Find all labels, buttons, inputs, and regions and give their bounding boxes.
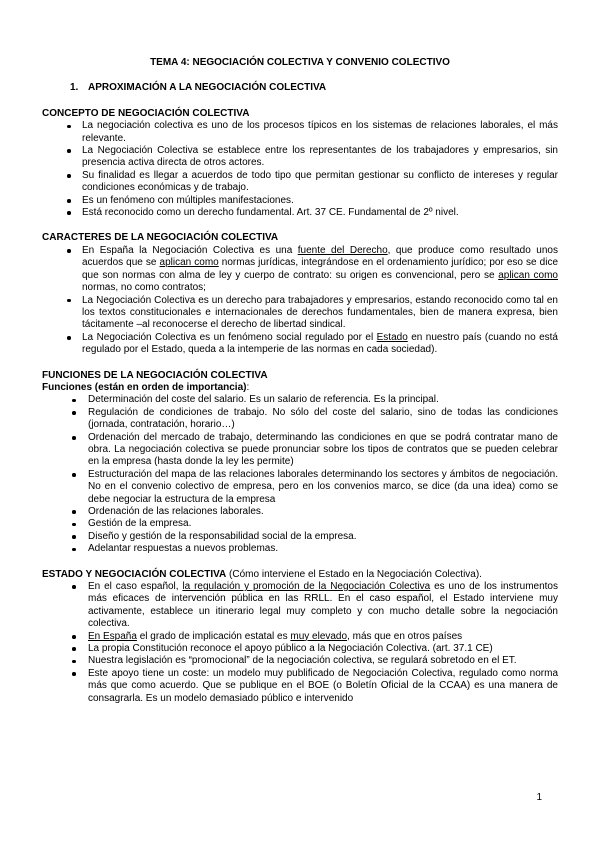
- bullet-text-segment: La propia Constitución reconoce el apoyo público a la Negociación Colectiva. (art. 37.1 CE): [88, 643, 493, 655]
- page-number: 1: [536, 792, 542, 803]
- section-heading-segment: (Cómo interviene el Estado en la Negociación Colectiva).: [226, 568, 482, 580]
- bullet-text-segment: es uno de los instrumentos más eficaces de intervención pública en las RRLL. En el caso español, el Estado interviene muy activamente, establece un itinerario legal muy completo y con mucho detalle sobre la negociación colectiva.: [88, 581, 558, 630]
- bullet-text: [82, 207, 558, 219]
- bullet-list: [42, 245, 558, 357]
- bullet-text: [82, 195, 558, 207]
- bullet-list: [42, 394, 558, 555]
- list-item: [42, 170, 558, 195]
- section-subheading-segment: Funciones (están en orden de importancia): [42, 381, 247, 393]
- bullet-text-segment: La negociación colectiva es uno de los procesos típicos en los sistemas de relaciones laborales, el más relevante.: [82, 120, 558, 144]
- bullet-icon: [72, 506, 88, 518]
- list-item: [42, 207, 558, 219]
- list-item: [42, 655, 558, 667]
- bullet-icon: [72, 394, 88, 406]
- bullet-text: [88, 543, 558, 555]
- section-heading: [42, 108, 558, 120]
- bullet-icon: [67, 120, 82, 145]
- section-heading-segment: ESTADO Y NEGOCIACIÓN COLECTIVA: [42, 568, 227, 580]
- bullet-text-segment: Regulación de condiciones de trabajo. No sólo del coste del salario, sino de todas las condiciones (jornada, contratación, horario…): [88, 406, 558, 431]
- bullet-icon: [72, 469, 88, 506]
- bullet-text: [88, 531, 558, 543]
- bullet-icon: [72, 407, 88, 432]
- list-item: [42, 332, 558, 357]
- bullet-text-segment: Estructuración del mapa de las relaciones laborales determinando los sectores y ámbitos de negociación. No en el convenio colectivo de empresa, pero en los convenios marco, se dice (da una idea) como se debe negociar la estructura de la empresa: [88, 468, 558, 505]
- bullet-text-segment: , más que en otros países: [347, 630, 463, 642]
- list-item: [42, 543, 558, 555]
- bullet-text-segment: la regulación y promoción de la Negociación Colectiva: [182, 581, 431, 593]
- bullet-icon: [67, 295, 82, 332]
- bullet-icon: [67, 332, 82, 357]
- bullet-text-segment: normas jurídicas, integrándose en el ordenamiento jurídico; por eso se dice que son normas con alma de ley y cuerpo de contrato: su origen es convencional, pero se: [82, 257, 559, 281]
- bullet-text-segment: La Negociación Colectiva es un derecho para trabajadores y empresarios, estando reconocido como tal en los textos constitucionales e internacionales de derechos fundamentales, bien de manera expresa, bien tácitamente –al reconocerse el derecho de libertad sindical.: [82, 294, 558, 331]
- bullet-text-segment: aplican como: [159, 257, 219, 269]
- section-heading: [42, 232, 558, 244]
- bullet-icon: [67, 145, 82, 170]
- bullet-text-segment: normas, no como contratos;: [82, 282, 206, 294]
- numbered-heading: [42, 82, 558, 94]
- bullet-text: [82, 295, 558, 332]
- bullet-text-segment: Ordenación del mercado de trabajo, determinando las condiciones en que se podrá contratar mano de obra. La negociación colectiva se puede pronunciar sobre los tipos de contratos que se pueden celebrar en la empresa (hasta donde la ley les permite): [88, 431, 558, 468]
- list-item: [42, 469, 558, 506]
- list-item: [42, 195, 558, 207]
- document-section: [42, 569, 558, 705]
- bullet-text-segment: En España la Negociación Colectiva es una: [82, 244, 298, 256]
- bullet-text-segment: el grado de implicación estatal es: [136, 630, 291, 642]
- bullet-text-segment: Es un fenómeno con múltiples manifestaciones.: [82, 194, 294, 206]
- bullet-text: [82, 245, 558, 295]
- bullet-text: [88, 643, 558, 655]
- bullet-text-segment: Este apoyo tiene un coste: un modelo muy publificado de Negociación Colectiva, regulado como norma más que como acuerdo. Que se publique en el BOE (o Boletín Oficial de la CCAA) es una manera de consagrarla. Es un modelo demasiado público e intervenido: [88, 667, 558, 704]
- list-item: [42, 145, 558, 170]
- document-section: [42, 108, 558, 220]
- document-title: TEMA 4: NEGOCIACIÓN COLECTIVA Y CONVENIO COLECTIVO: [150, 57, 450, 68]
- bullet-icon: [72, 668, 88, 705]
- bullet-text-segment: Adelantar respuestas a nuevos problemas.: [88, 543, 279, 555]
- bullet-icon: [72, 432, 88, 469]
- bullet-text-segment: Determinación del coste del salario. Es un salario de referencia. Es la principal.: [88, 394, 439, 406]
- bullet-text: [82, 145, 558, 170]
- bullet-text-segment: , que produce como resultado unos acuerdos que se: [82, 244, 558, 269]
- bullet-icon: [72, 518, 88, 530]
- section-subheading-segment: :: [246, 381, 250, 393]
- bullet-icon: [72, 581, 88, 631]
- bullet-text: [88, 394, 558, 406]
- bullet-text-segment: Estado: [376, 331, 408, 343]
- bullet-text: [88, 631, 558, 643]
- list-item: [42, 531, 558, 543]
- bullet-text-segment: en nuestro país (cuando no está regulado por el Estado, queda a la intemperie de las normas en cada sociedad).: [82, 331, 558, 356]
- bullet-icon: [72, 531, 88, 543]
- bullet-text: [88, 581, 558, 631]
- sections: [42, 108, 558, 705]
- bullet-text: [82, 332, 558, 357]
- list-item: [42, 506, 558, 518]
- bullet-text-segment: Ordenación de las relaciones laborales.: [88, 506, 264, 517]
- bullet-text: [88, 518, 558, 530]
- bullet-text: [82, 170, 558, 195]
- list-item: [42, 295, 558, 332]
- list-item: [42, 120, 558, 145]
- list-item: [42, 407, 558, 432]
- bullet-text-segment: En el caso español,: [88, 581, 183, 593]
- section-heading: [42, 569, 558, 581]
- list-item: [42, 394, 558, 406]
- bullet-list: [42, 120, 558, 219]
- bullet-icon: [72, 543, 88, 555]
- bullet-text-segment: aplican como: [498, 269, 558, 281]
- document-section: [42, 232, 558, 356]
- bullet-icon: [67, 245, 82, 295]
- bullet-text: [88, 668, 558, 705]
- bullet-icon: [67, 195, 82, 207]
- bullet-text: [88, 655, 558, 667]
- list-item: [42, 668, 558, 705]
- section-heading-segment: CONCEPTO DE NEGOCIACIÓN COLECTIVA: [42, 107, 250, 119]
- list-item: [42, 518, 558, 530]
- bullet-icon: [72, 643, 88, 655]
- bullet-icon: [67, 207, 82, 219]
- bullet-text-segment: Diseño y gestión de la responsabilidad social de la empresa.: [88, 530, 357, 542]
- bullet-text-segment: Gestión de la empresa.: [88, 518, 192, 530]
- bullet-text-segment: Nuestra legislación es “promocional” de la negociación colectiva, se regulará sobretodo en el ET.: [88, 655, 517, 667]
- bullet-text: [88, 432, 558, 469]
- bullet-text: [88, 506, 558, 518]
- document-section: [42, 370, 558, 556]
- list-item: [42, 245, 558, 295]
- section-heading: [42, 370, 558, 382]
- bullet-icon: [72, 631, 88, 643]
- list-item: [42, 432, 558, 469]
- section-subheading: [42, 382, 558, 394]
- bullet-text-segment: La Negociación Colectiva es un fenómeno social regulado por el: [82, 331, 377, 343]
- bullet-text-segment: La Negociación Colectiva se establece entre los representantes de los trabajadores y empresarios, sin presencia activa directa de otros actores.: [82, 145, 558, 169]
- list-item: [42, 631, 558, 643]
- bullet-text: [88, 469, 558, 506]
- heading-text: APROXIMACIÓN A LA NEGOCIACIÓN COLECTIVA: [88, 82, 327, 94]
- bullet-text-segment: En España: [88, 630, 137, 642]
- bullet-text: [82, 120, 558, 145]
- bullet-icon: [72, 655, 88, 667]
- bullet-text-segment: Está reconocido como un derecho fundamental. Art. 37 CE. Fundamental de 2º nivel.: [82, 207, 459, 219]
- bullet-text: [88, 407, 558, 432]
- bullet-text-segment: Su finalidad es llegar a acuerdos de todo tipo que permitan gestionar su conflicto de intereses y regular condiciones económicas y de trabajo.: [82, 169, 558, 194]
- bullet-text-segment: muy elevado: [290, 630, 348, 642]
- section-heading-segment: CARACTERES DE LA NEGOCIACIÓN COLECTIVA: [42, 232, 279, 244]
- section-heading-segment: FUNCIONES DE LA NEGOCIACIÓN COLECTIVA: [42, 369, 268, 381]
- bullet-text-segment: fuente del Derecho: [297, 244, 388, 256]
- bullet-list: [42, 581, 558, 705]
- list-item: [42, 643, 558, 655]
- heading-number: 1.: [70, 82, 79, 94]
- bullet-icon: [67, 170, 82, 195]
- list-item: [42, 581, 558, 631]
